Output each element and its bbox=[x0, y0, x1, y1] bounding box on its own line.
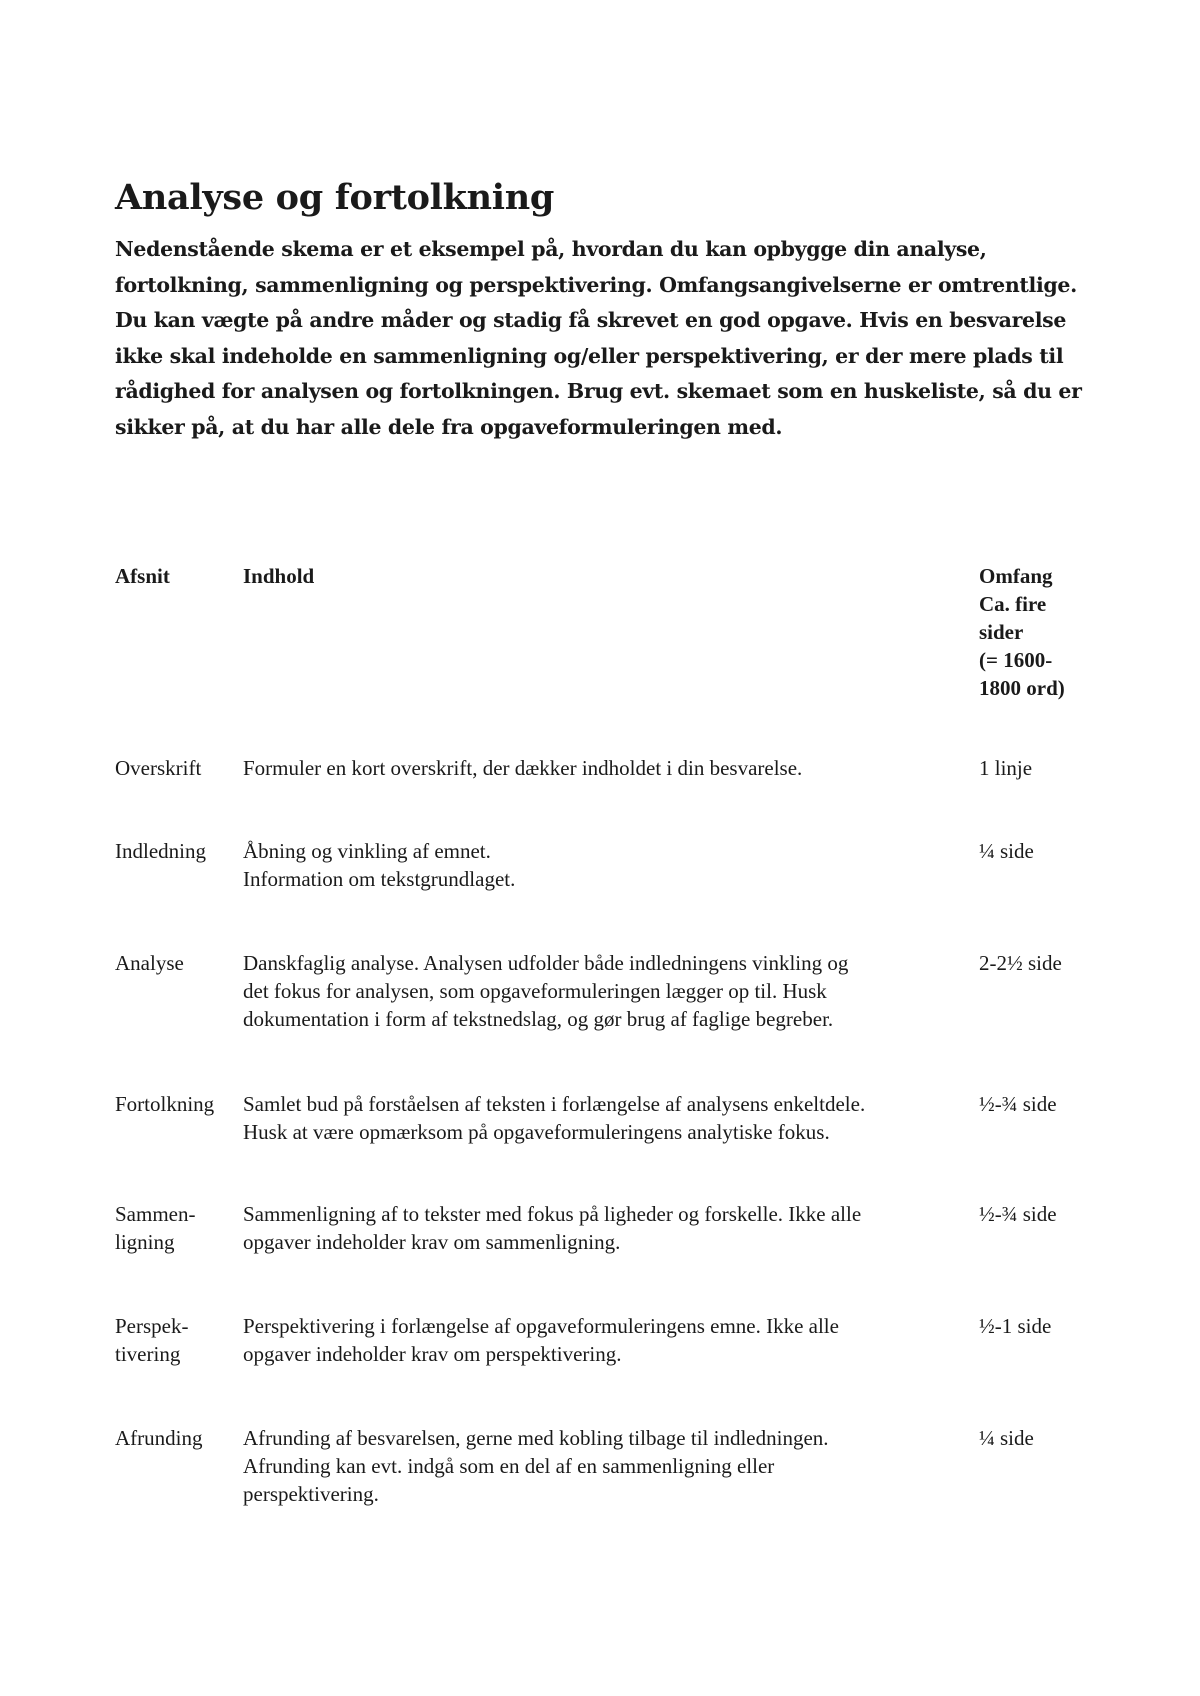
header-scope-line: 1800 ord) bbox=[979, 676, 1065, 700]
table-row bbox=[115, 1312, 1095, 1424]
row-scope: ¼ side bbox=[979, 1426, 1034, 1450]
row-content bbox=[243, 949, 979, 1033]
row-content bbox=[243, 1090, 979, 1146]
content-line: dokumentation i form af tekstnedslag, og gør brug af faglige begreber. bbox=[243, 1007, 834, 1031]
row-scope: 1 linje bbox=[979, 756, 1033, 780]
content-line: perspektivering. bbox=[243, 1482, 379, 1506]
table-row bbox=[115, 837, 1095, 949]
header-scope bbox=[979, 562, 1095, 702]
row-scope: ½-¾ side bbox=[979, 1202, 1057, 1226]
header-scope-line: (= 1600- bbox=[979, 648, 1053, 672]
content-line: Afrunding af besvarelsen, gerne med kobling tilbage til indledningen. bbox=[243, 1426, 829, 1450]
row-content bbox=[243, 837, 979, 893]
table-row bbox=[115, 1424, 1095, 1514]
row-section bbox=[115, 754, 243, 782]
intro-paragraph: Nedenstående skema er et eksempel på, hvordan du kan opbygge din analyse, fortolkning, sammenligning og perspektivering. Omfangsangivelserne er omtrentlige. Du kan vægte på andre måder og stadig få skrevet en god opgave. Hvis en besvarelse ikke skal indeholde en sammenligning og/eller perspektivering, er der mere plads til rådighed for analysen og fortolkningen. Brug evt. skemaet som en huskeliste, så du er sikker på, at du har alle dele fra opgaveformuleringen med. bbox=[115, 237, 1082, 439]
section-line: Perspek- bbox=[115, 1314, 189, 1338]
row-section bbox=[115, 1090, 243, 1118]
row-section bbox=[115, 1312, 243, 1368]
content-line: det fokus for analysen, som opgaveformuleringen lægger op til. Husk bbox=[243, 979, 827, 1003]
section-line: Overskrift bbox=[115, 756, 202, 780]
row-section bbox=[115, 1424, 243, 1452]
table-row bbox=[115, 754, 1095, 837]
section-line: Sammen- bbox=[115, 1202, 196, 1226]
section-line: Afrunding bbox=[115, 1426, 203, 1450]
content-line: Perspektivering i forlængelse af opgaveformuleringens emne. Ikke alle bbox=[243, 1314, 839, 1338]
table-row bbox=[115, 1200, 1095, 1312]
content-line: Sammenligning af to tekster med fokus på ligheder og forskelle. Ikke alle bbox=[243, 1202, 862, 1226]
page-title: Analyse og fortolkning bbox=[115, 177, 555, 218]
content-line: Afrunding kan evt. indgå som en del af en sammenligning eller bbox=[243, 1454, 775, 1478]
section-line: ligning bbox=[115, 1230, 175, 1254]
header-section: Afsnit bbox=[115, 564, 170, 588]
outline-table bbox=[115, 562, 1095, 1514]
content-line: opgaver indeholder krav om sammenligning. bbox=[243, 1230, 621, 1254]
content-line: Husk at være opmærksom på opgaveformuleringens analytiske fokus. bbox=[243, 1120, 830, 1144]
row-scope: ¼ side bbox=[979, 839, 1034, 863]
section-line: Indledning bbox=[115, 839, 206, 863]
content-line: Samlet bud på forståelsen af teksten i forlængelse af analysens enkeltdele. bbox=[243, 1092, 866, 1116]
content-line: Formuler en kort overskrift, der dækker indholdet i din besvarelse. bbox=[243, 756, 803, 780]
section-line: Analyse bbox=[115, 951, 184, 975]
content-line: Åbning og vinkling af emnet. bbox=[243, 839, 491, 863]
row-content bbox=[243, 1200, 979, 1256]
section-line: Fortolkning bbox=[115, 1092, 215, 1116]
row-scope: ½-¾ side bbox=[979, 1092, 1057, 1116]
row-scope: 2-2½ side bbox=[979, 951, 1062, 975]
header-scope-line: sider bbox=[979, 620, 1024, 644]
row-section bbox=[115, 949, 243, 977]
row-scope: ½-1 side bbox=[979, 1314, 1052, 1338]
header-scope-line: Ca. fire bbox=[979, 592, 1047, 616]
table-row bbox=[115, 949, 1095, 1090]
table-row bbox=[115, 1090, 1095, 1200]
header-content: Indhold bbox=[243, 564, 315, 588]
content-line: Danskfaglig analyse. Analysen udfolder både indledningens vinkling og bbox=[243, 951, 849, 975]
table-header-row bbox=[115, 562, 1095, 754]
header-scope-line: Omfang bbox=[979, 564, 1053, 588]
document-page bbox=[115, 170, 1095, 445]
content-line: opgaver indeholder krav om perspektivering. bbox=[243, 1342, 622, 1366]
row-section bbox=[115, 837, 243, 865]
content-line: Information om tekstgrundlaget. bbox=[243, 867, 516, 891]
row-content bbox=[243, 1424, 979, 1508]
row-content bbox=[243, 754, 979, 782]
section-line: tivering bbox=[115, 1342, 181, 1366]
row-section bbox=[115, 1200, 243, 1256]
row-content bbox=[243, 1312, 979, 1368]
